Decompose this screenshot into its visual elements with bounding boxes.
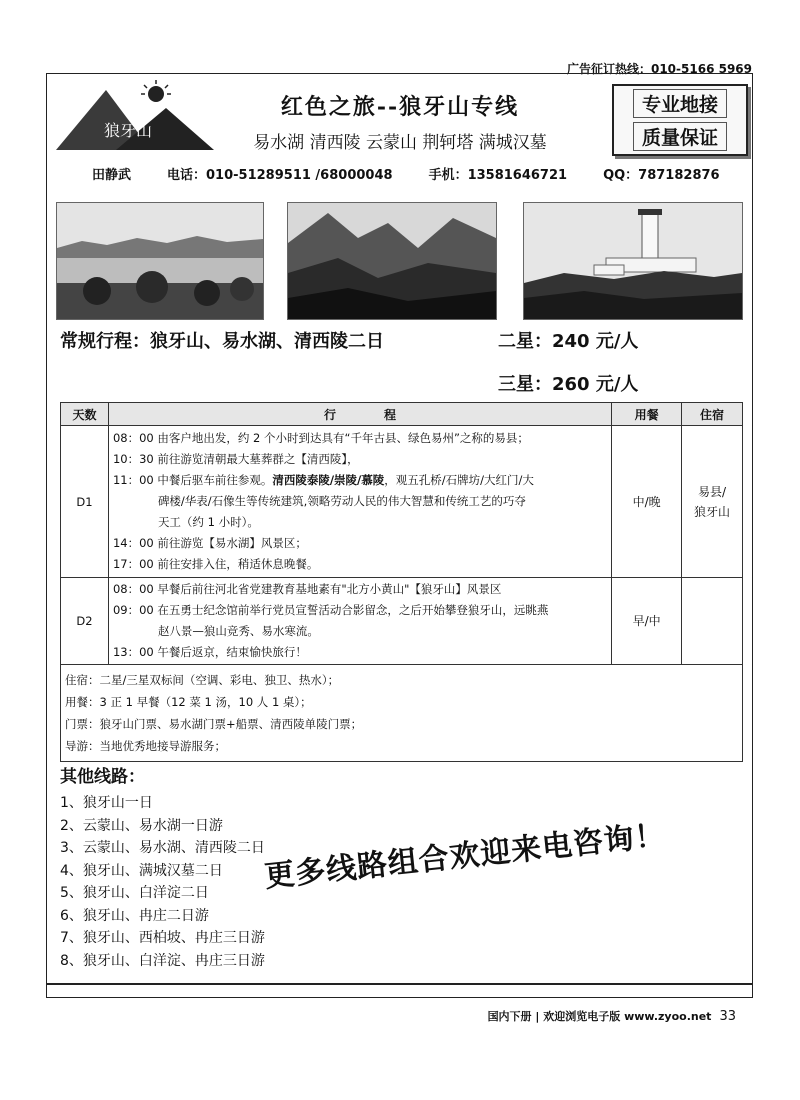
route-title: 常规行程：狼牙山、易水湖、清西陵二日 [60, 331, 384, 352]
header-stay: 住宿 [682, 403, 743, 426]
itinerary-cell [108, 426, 611, 578]
contact-name: 田静武 [92, 168, 132, 183]
contact-phone: 电话：010-51289511 /68000048 [167, 168, 393, 183]
itin-line: 赵八景—狼山竞秀、易水寒流。 [157, 624, 319, 638]
notes-cell [61, 665, 743, 762]
itin-line: 11：00 中餐后驱车前往参观。清西陵泰陵/崇陵/慕陵，观五孔桥/石牌坊/大红门/大 [112, 473, 534, 487]
list-item: 4、狼牙山、满城汉墓二日 [60, 862, 223, 879]
badge-line-1: 专业地接 [633, 89, 727, 118]
list-item: 8、狼牙山、白洋淀、冉庄三日游 [60, 952, 265, 969]
table-header-row [61, 403, 743, 426]
meal-cell: 中/晚 [612, 426, 682, 578]
itin-line: 14：00 前往游览【易水湖】风景区； [112, 536, 307, 550]
mountain-photo [287, 202, 497, 320]
quality-badge [612, 84, 748, 156]
divider [46, 983, 753, 985]
note-meals: 用餐：3 正 1 早餐（12 菜 1 汤，10 人 1 桌）； [65, 695, 312, 709]
stay-cell: 易县/ 狼牙山 [682, 426, 743, 578]
itinerary-table [60, 402, 743, 762]
day-cell: D2 [61, 578, 109, 665]
destinations-subtitle: 易水湖 清西陵 云蒙山 荆轲塔 满城汉墓 [253, 133, 547, 153]
itin-line: 08：00 由客户地出发，约 2 个小时到达具有“千年古县、绿色易州”之称的易县； [112, 431, 529, 445]
itin-line: 09：00 在五勇士纪念馆前举行党员宣誓活动合影留念，之后开始攀登狼牙山，远眺燕 [112, 603, 549, 617]
consult-slogan: 更多线路组合欢迎来电咨询！ [262, 817, 668, 895]
itin-line: 17：00 前往安排入住，稍适休息晚餐。 [112, 557, 319, 571]
header-meals: 用餐 [612, 403, 682, 426]
list-item: 5、狼牙山、白洋淀二日 [60, 885, 209, 901]
header-itinerary: 行 程 [108, 403, 611, 426]
itin-line: 13：00 午餐后返京，结束愉快旅行！ [112, 645, 307, 659]
itin-line: 08：00 早餐后前往河北省党建教育基地素有"北方小黄山"【狼牙山】风景区 [112, 582, 502, 596]
meal-cell: 早/中 [612, 578, 682, 665]
contact-mobile: 手机：13581646721 [428, 168, 568, 183]
other-routes-list [60, 792, 265, 972]
itin-line: 碑楼/华表/石像生等传统建筑,领略劳动人民的伟大智慧和传统工艺的巧夺 [157, 494, 526, 508]
page-footer [488, 1008, 736, 1024]
qingxiling-tombs: 清西陵泰陵/崇陵/慕陵 [272, 473, 385, 487]
table-row [61, 426, 743, 578]
list-item: 6、狼牙山、冉庄二日游 [60, 907, 209, 924]
note-lodging: 住宿：二星/三星双标间（空调、彩电、独卫、热水）； [65, 673, 340, 687]
itin-line: 天工（约 1 小时）。 [157, 515, 259, 529]
note-tickets: 门票：狼牙山门票、易水湖门票+船票、清西陵单陵门票； [65, 717, 363, 731]
footer-text: 国内下册 | 欢迎浏览电子版 www.zyoo.net [487, 1010, 712, 1023]
contact-qq: QQ：787182876 [603, 168, 720, 183]
note-guide: 导游：当地优秀地接导游服务； [65, 739, 226, 753]
itinerary-cell [108, 578, 611, 665]
itin-line: 10：30 前往游览清朝最大墓葬群之【清西陵】， [112, 452, 359, 466]
price-2star: 二星：240 元/人 [498, 331, 639, 352]
tower-photo [523, 202, 743, 320]
page-number: 33 [719, 1009, 736, 1024]
ad-hotline: 广告征订热线：010-5166 5969 [566, 62, 752, 76]
day-cell: D1 [61, 426, 109, 578]
list-item: 1、狼牙山一日 [60, 795, 153, 811]
list-item: 7、狼牙山、西柏坡、冉庄三日游 [60, 930, 265, 946]
list-item: 2、云蒙山、易水湖一日游 [60, 817, 223, 834]
notes-row [61, 665, 743, 762]
logo-text: 狼牙山 [104, 121, 153, 140]
price-3star: 三星：260 元/人 [498, 374, 639, 395]
contact-bar [92, 164, 720, 183]
other-routes-title: 其他线路： [60, 767, 145, 787]
table-row [61, 578, 743, 665]
page-title: 红色之旅--狼牙山专线 [280, 94, 520, 120]
header-days: 天数 [61, 403, 109, 426]
lake-photo [56, 202, 264, 320]
stay-cell [682, 578, 743, 665]
badge-line-2: 质量保证 [633, 122, 727, 151]
list-item: 3、云蒙山、易水湖、清西陵二日 [60, 840, 265, 856]
